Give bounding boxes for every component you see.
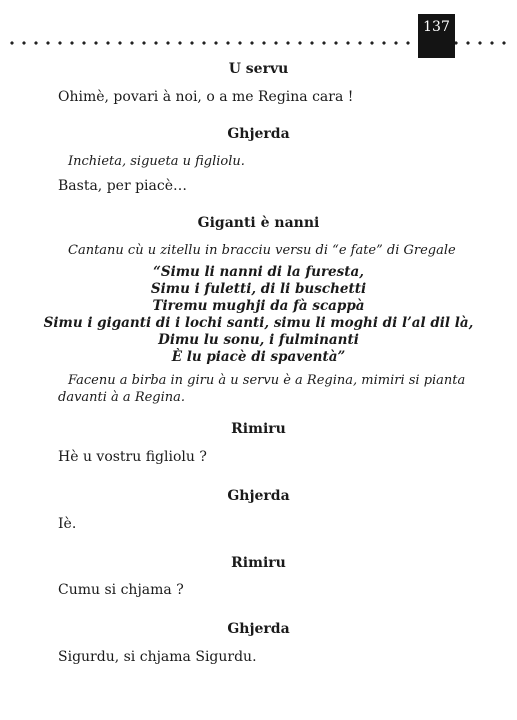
dialogue-line: Ohimè, povari à noi, o a me Regina cara ! — [58, 89, 354, 105]
speaker-ghjerda: Ghjerda — [227, 126, 290, 142]
stage-direction: Cantanu cù u zitellu in bracciu versu di “e fate” di Gregale — [68, 243, 456, 258]
song-verse: È lu piacè di spaventà” — [171, 349, 346, 365]
page-number: 137 — [423, 19, 450, 35]
speaker-ghjerda: Ghjerda — [227, 488, 290, 504]
song-verse: “Simu li nanni di la furesta, — [153, 264, 364, 280]
dialogue-line: Basta, per piacè… — [58, 178, 187, 194]
dialogue-line: Cumu si chjama ? — [58, 582, 184, 598]
speaker-rimiru: Rimiru — [231, 555, 286, 571]
speaker-giganti-e-nanni: Giganti è nanni — [197, 215, 320, 231]
page-number-badge — [418, 14, 455, 58]
song-verse: Tiremu mughji da fà scappà — [152, 298, 365, 314]
dialogue-line: Hè u vostru figliolu ? — [58, 449, 207, 465]
song-verse: Simu i giganti di i lochi santi, simu li moghi di l’al dil là, — [43, 315, 474, 331]
dialogue-line: Iè. — [58, 516, 77, 532]
stage-direction: Inchieta, sigueta u figliolu. — [68, 154, 245, 169]
song-verse: Simu i fuletti, di li buschetti — [150, 281, 367, 297]
dialogue-line: Sigurdu, si chjama Sigurdu. — [58, 649, 257, 665]
speaker-u-servu: U servu — [228, 61, 289, 77]
song-verse: Dimu lu sonu, i fulminanti — [158, 332, 359, 348]
stage-direction: Facenu a birba in giru à u servu è a Regina, mimiri si pianta davanti à a Regina. — [58, 373, 466, 405]
speaker-rimiru: Rimiru — [231, 421, 286, 437]
speaker-ghjerda: Ghjerda — [227, 621, 290, 637]
